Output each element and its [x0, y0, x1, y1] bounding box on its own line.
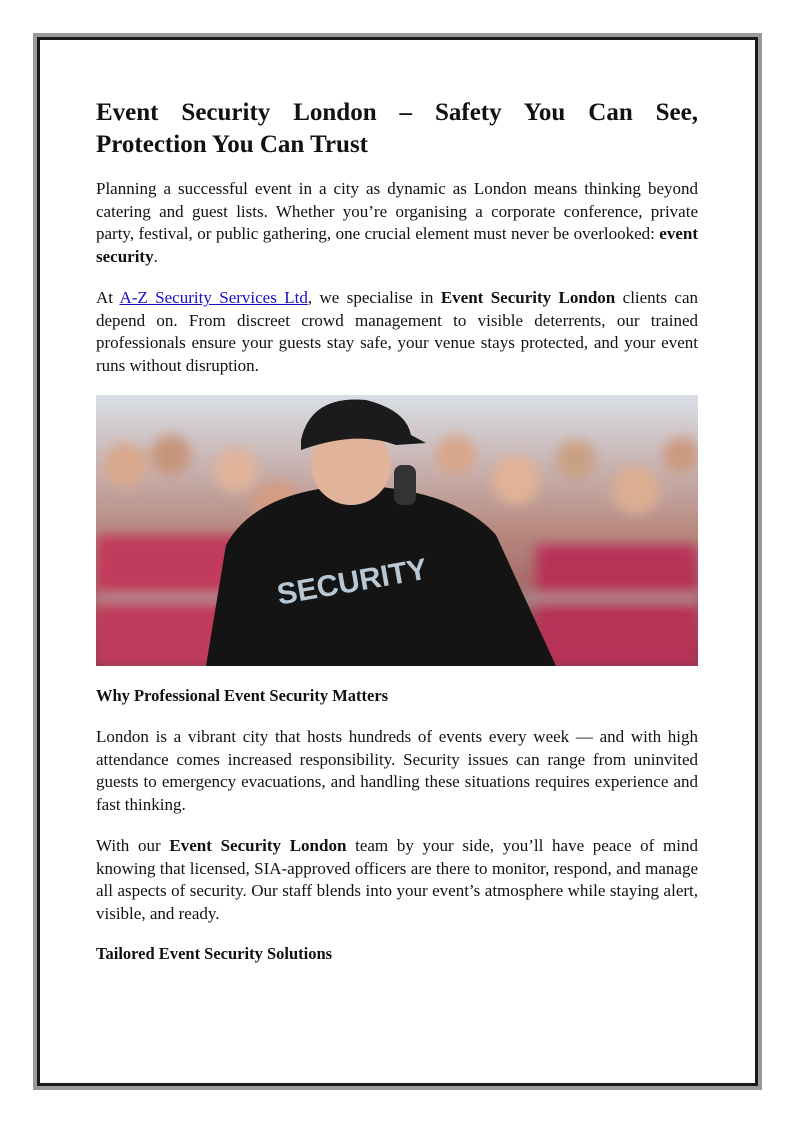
- section-tailored: [96, 943, 698, 965]
- why-text-1: London is a vibrant city that hosts hundreds of events every week — and with high attendance comes increased responsibility. Security issues can range from uninvited guests to emergency evacuations, and handling these situations requires experience and fast thinking.: [96, 727, 698, 814]
- about-rest: clients can depend on. From discreet crowd management to visible deterrents, our trained professionals ensure your guests stay safe, your venue stays protected, and your event runs without disruption.: [96, 288, 699, 375]
- about-mid: , we specialise in: [307, 288, 441, 307]
- why-paragraph-1: [96, 726, 698, 816]
- why-prefix: With our: [96, 836, 170, 855]
- why-bold: Event Security London: [169, 836, 347, 855]
- section-why: [96, 685, 698, 707]
- intro-end: .: [153, 246, 158, 266]
- intro-bold: event security: [96, 224, 698, 266]
- about-bold: Event Security London: [440, 288, 616, 307]
- page-title: Event Security London – Safety You Can See, Protection You Can Trust: [96, 99, 698, 158]
- intro-paragraph: [96, 178, 698, 268]
- about-paragraph: [96, 287, 698, 377]
- about-prefix: At: [96, 288, 120, 307]
- section-heading-tailored: Tailored Event Security Solutions: [96, 944, 333, 963]
- intro-text: Planning a successful event in a city as dynamic as London means thinking beyond catering and guest lists. Whether you’re organising a corporate conference, private party, festival, or public gathering, one crucial element must never be overlooked:: [96, 179, 698, 244]
- why-rest: team by your side, you’ll have peace of mind knowing that licensed, SIA-approved officers are there to monitor, respond, and manage all aspects of security. Our staff blends into your event’s atmosphere while staying alert, visible, and ready.: [96, 836, 698, 923]
- company-link[interactable]: A-Z Security Services Ltd: [119, 288, 308, 307]
- section-heading-why: Why Professional Event Security Matters: [96, 686, 389, 705]
- security-guard-photo: [96, 395, 698, 666]
- title-block: [96, 97, 698, 161]
- why-paragraph-2: [96, 835, 698, 925]
- jacket-text: SECURITY: [274, 552, 430, 612]
